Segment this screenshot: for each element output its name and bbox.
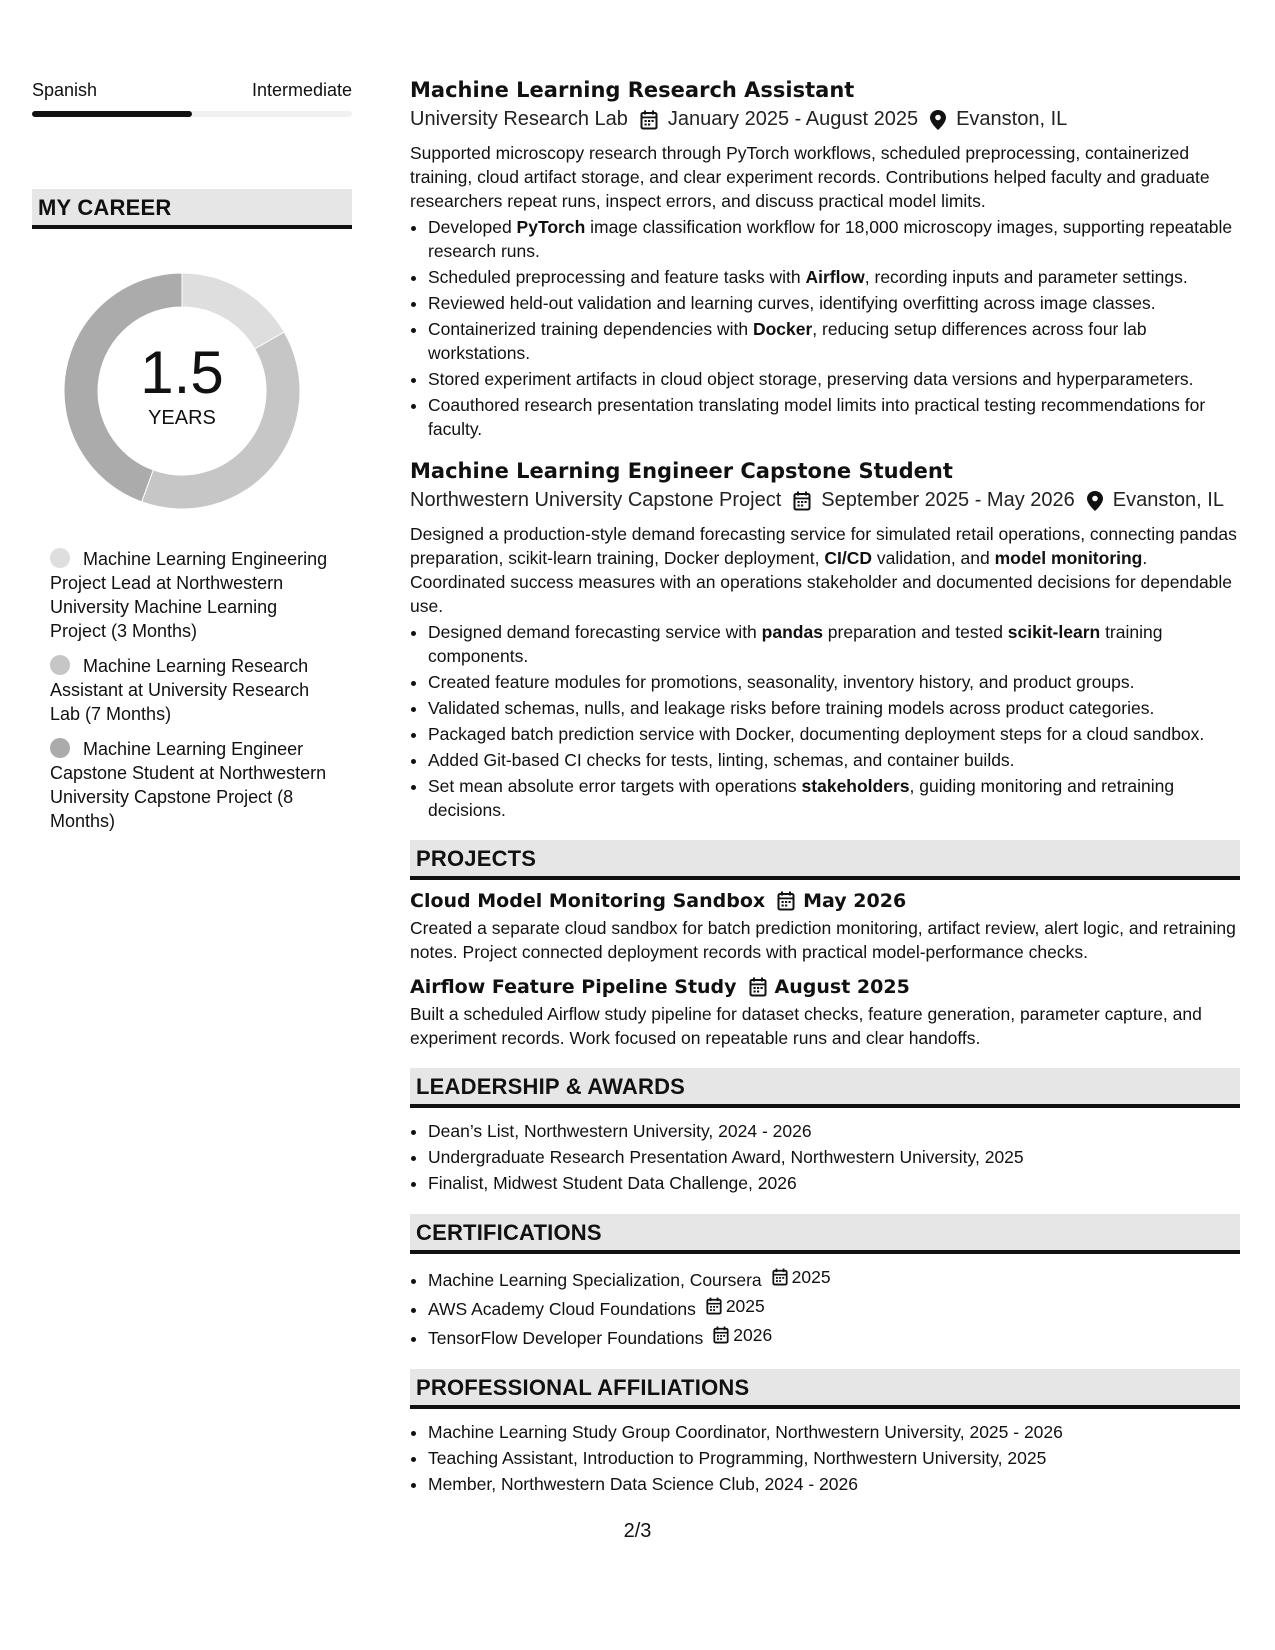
affiliation-item: • Machine Learning Study Group Coordinator, Northwestern University, 2025 - 2026 xyxy=(428,1419,1240,1445)
job-bullet: • Scheduled preprocessing and feature tasks with Airflow, recording inputs and parameter settings. xyxy=(428,265,1240,289)
career-unit: YEARS xyxy=(148,407,216,429)
job-title: Machine Learning Research Assistant xyxy=(410,78,855,102)
page-number: 2/3 xyxy=(623,1520,652,1542)
leadership-list xyxy=(410,1118,1240,1196)
project-entry xyxy=(410,890,1240,964)
job-bullet: • Created feature modules for promotions, seasonality, inventory history, and product groups. xyxy=(428,670,1240,694)
career-legend-text: Machine Learning Engineer Capstone Student at Northwestern University Capstone Project (8 Months) xyxy=(50,739,327,831)
project-date: August 2025 xyxy=(774,976,910,998)
job-bullet: • Added Git-based CI checks for tests, linting, schemas, and container builds. xyxy=(428,748,1240,772)
left-column xyxy=(32,80,352,844)
job-org: Northwestern University Capstone Project xyxy=(410,489,782,511)
affiliations-heading: PROFESSIONAL AFFILIATIONS xyxy=(410,1369,1240,1409)
job-dates: September 2025 - May 2026 xyxy=(821,489,1075,511)
certifications-list xyxy=(410,1264,1240,1351)
calendar-icon xyxy=(777,891,795,911)
job-entry xyxy=(410,78,1240,441)
career-legend-item xyxy=(50,654,330,726)
language-entry xyxy=(32,80,352,117)
calendar-icon xyxy=(713,1326,729,1344)
career-legend xyxy=(50,547,330,833)
language-level: Intermediate xyxy=(251,80,352,100)
affiliation-item: • Member, Northwestern Data Science Club, 2024 - 2026 xyxy=(428,1471,1240,1497)
job-location: Evanston, IL xyxy=(1112,489,1224,511)
leadership-item: • Dean’s List, Northwestern University, 2024 - 2026 xyxy=(428,1118,1240,1144)
legend-dot xyxy=(50,548,70,568)
job-bullet: • Set mean absolute error targets with operations stakeholders, guiding monitoring and retraining decisions. xyxy=(428,774,1240,822)
job-org: University Research Lab xyxy=(410,108,628,130)
career-legend-text: Machine Learning Engineering Project Lead at Northwestern University Machine Learning Project (3 Months) xyxy=(50,549,328,641)
job-bullet: • Packaged batch prediction service with Docker, documenting deployment steps for a cloud sandbox. xyxy=(428,722,1240,746)
calendar-icon xyxy=(772,1268,788,1286)
career-legend-item xyxy=(50,737,330,833)
legend-dot xyxy=(50,738,70,758)
career-legend-text: Machine Learning Research Assistant at University Research Lab (7 Months) xyxy=(50,656,310,724)
affiliation-item: • Teaching Assistant, Introduction to Programming, Northwestern University, 2025 xyxy=(428,1445,1240,1471)
job-description: Designed a production-style demand forecasting service for simulated retail operations, connecting pandas preparation, scikit-learn training, Docker deployment, CI/CD validation, and model monitoring. Coordinated success measures with an operations stakeholder and documented decisions for dependable use. xyxy=(410,524,1237,616)
right-column xyxy=(410,78,1240,1497)
certification-item: • TensorFlow Developer Foundations 2026 xyxy=(428,1322,1240,1351)
career-donut xyxy=(62,271,302,511)
leadership-heading: LEADERSHIP & AWARDS xyxy=(410,1068,1240,1108)
language-name: Spanish xyxy=(32,80,98,100)
certifications-heading: CERTIFICATIONS xyxy=(410,1214,1240,1254)
project-description: Built a scheduled Airflow study pipeline for dataset checks, feature generation, parameter capture, and experiment records. Work focused on repeatable runs and clear handoffs. xyxy=(410,1004,1202,1048)
projects-heading: PROJECTS xyxy=(410,840,1240,880)
job-location: Evanston, IL xyxy=(956,108,1068,130)
job-bullet: • Reviewed held-out validation and learning curves, identifying overfitting across image classes. xyxy=(428,291,1240,315)
affiliations-list xyxy=(410,1419,1240,1497)
job-bullet: • Stored experiment artifacts in cloud object storage, preserving data versions and hyperparameters. xyxy=(428,367,1240,391)
job-bullets xyxy=(410,215,1240,441)
project-entry xyxy=(410,976,1240,1050)
job-bullet: • Containerized training dependencies with Docker, reducing setup differences across four lab workstations. xyxy=(428,317,1240,365)
calendar-icon xyxy=(793,491,811,511)
job-bullet: • Designed demand forecasting service with pandas preparation and tested scikit-learn training components. xyxy=(428,620,1240,668)
job-bullets xyxy=(410,620,1240,822)
legend-dot xyxy=(50,655,70,675)
job-bullet: • Validated schemas, nulls, and leakage risks before training models across product categories. xyxy=(428,696,1240,720)
job-title: Machine Learning Engineer Capstone Student xyxy=(410,459,953,483)
calendar-icon xyxy=(706,1297,722,1315)
career-heading: MY CAREER xyxy=(32,189,352,229)
job-entry xyxy=(410,459,1240,822)
project-date: May 2026 xyxy=(803,890,907,912)
location-pin-icon xyxy=(930,110,946,130)
language-level-fill xyxy=(32,111,192,117)
career-legend-item xyxy=(50,547,330,643)
project-description: Created a separate cloud sandbox for batch prediction monitoring, artifact review, alert logic, and retraining notes. Project connected deployment records with practical model-performance checks. xyxy=(410,918,1236,962)
job-dates: January 2025 - August 2025 xyxy=(667,108,919,130)
job-bullet: • Developed PyTorch image classification workflow for 18,000 microscopy images, supporting repeatable research runs. xyxy=(428,215,1240,263)
job-description: Supported microscopy research through PyTorch workflows, scheduled preprocessing, containerized training, cloud artifact storage, and clear experiment records. Contributions helped faculty and graduate researchers repeat runs, inspect errors, and discuss practical model limits. xyxy=(410,143,1210,211)
leadership-item: • Finalist, Midwest Student Data Challenge, 2026 xyxy=(428,1170,1240,1196)
project-title: Cloud Model Monitoring Sandbox xyxy=(410,890,766,912)
certification-item: • AWS Academy Cloud Foundations 2025 xyxy=(428,1293,1240,1322)
career-total: 1.5 xyxy=(140,339,224,406)
location-pin-icon xyxy=(1087,491,1103,511)
certification-item: • Machine Learning Specialization, Coursera 2025 xyxy=(428,1264,1240,1293)
project-title: Airflow Feature Pipeline Study xyxy=(410,976,737,998)
language-level-bar xyxy=(32,111,352,117)
calendar-icon xyxy=(749,977,767,997)
leadership-item: • Undergraduate Research Presentation Award, Northwestern University, 2025 xyxy=(428,1144,1240,1170)
job-bullet: • Coauthored research presentation translating model limits into practical testing recommendations for faculty. xyxy=(428,393,1240,441)
calendar-icon xyxy=(640,110,658,130)
